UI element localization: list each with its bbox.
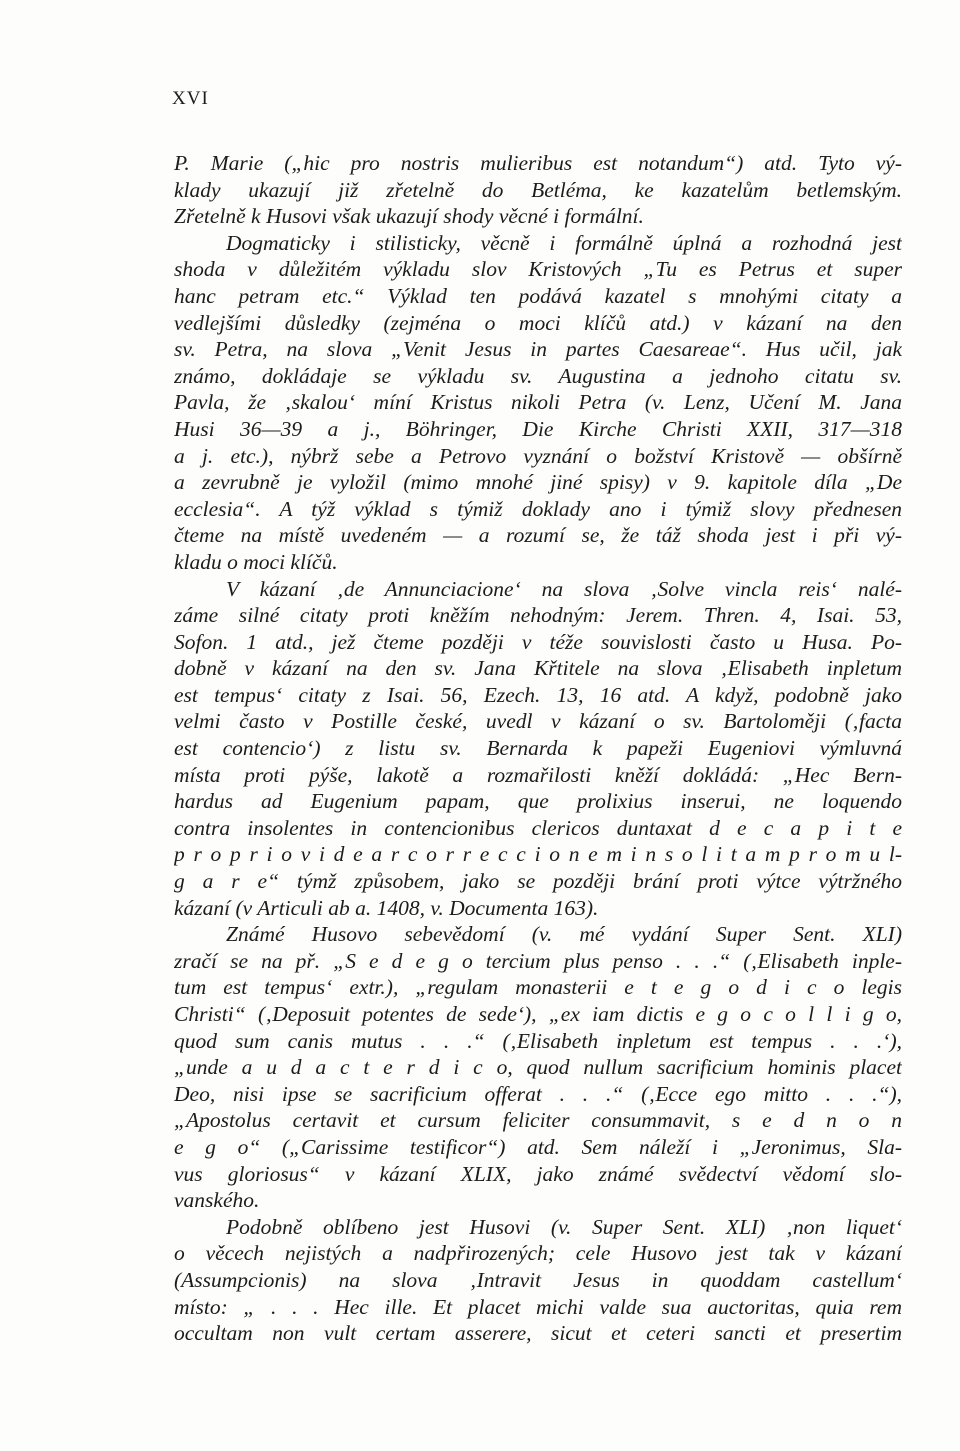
text-line: (Assumpcionis) na slova ‚Intravit Jesus in quoddam castellum‘ [174, 1267, 902, 1292]
text-line: quod sum canis mutus . . .“ (‚Elisabeth inpletum est tempus . . .‘), [174, 1028, 902, 1053]
text-line: místa proti pýše, lakotě a rozmařilosti kněží dokládá: „Hec Bern- [174, 762, 902, 787]
text-line: Zřetelně k Husovi však ukazují shody věcné i formální. [174, 204, 644, 229]
text-line: ecclesia“. A týž výklad s týmiž doklady ano i týmiž slovy přednesen [174, 496, 902, 521]
text-line: est tempus‘ citaty z Isai. 56, Ezech. 13, 16 atd. A když, podobně jako [174, 682, 902, 707]
text-line: čteme na místě uvedeném — a rozumí se, že táž shoda jest i při vý- [174, 523, 902, 548]
text-line: vedlejšími důsledky (zejména o moci klíčů atd.) v kázaní na den [174, 310, 902, 335]
text-line: známo, dokládaje se výkladu sv. Augustina a jednoho citatu sv. [174, 363, 902, 388]
text-line: dobně v kázaní na den sv. Jana Křtitele na slova ‚Elisabeth inpletum [174, 656, 902, 681]
text-line: místo: „ . . . Hec ille. Et placet michi valde sua auctoritas, quia rem [174, 1294, 902, 1319]
text-line: Husi 36—39 a j., Böhringer, Die Kirche Christi XXII, 317—318 [174, 416, 902, 441]
text-line: o věcech nejistých a nadpřirozených; cele Husovo jest tak v kázaní [174, 1241, 902, 1266]
text-line: est contencio‘) z listu sv. Bernarda k papeži Eugeniovi výmluvná [174, 736, 902, 761]
page-number: XVI [172, 88, 209, 109]
text-line: V kázaní ‚de Annunciacione‘ na slova ‚Solve vincla reis‘ nalé- [226, 576, 902, 601]
text-line: occultam non vult certam asserere, sicut et ceteri sancti et presertim [174, 1321, 902, 1346]
text-line: „Apostolus certavit et cursum feliciter consummavit, s e d n o n [174, 1108, 902, 1133]
text-line: velmi často v Postille české, uvedl v kázaní o sv. Bartoloměji (‚facta [174, 709, 902, 734]
text-line: sv. Petra, na slova „Venit Jesus in partes Caesareae“. Hus učil, jak [174, 337, 902, 362]
text-line: vanského. [174, 1188, 260, 1213]
text-line: zračí se na př. „S e d e g o tercium plus penso . . .“ (‚Elisabeth inple- [174, 948, 902, 973]
text-line: g a r e“ týmž způsobem, jako se později brání proti výtce výtržného [174, 869, 902, 894]
text-line: contra insolentes in contencionibus clericos duntaxat d e c a p i t e [174, 815, 902, 840]
text-line: shoda v důležitém výkladu slov Kristových „Tu es Petrus et super [174, 257, 902, 282]
text-line: tum est tempus‘ extr.), „regulam monasterii e t e g o d i c o legis [174, 975, 902, 1000]
text-line: a zevrubně je vyložil (mimo mnohé jiné spisy) v 9. kapitole díla „De [174, 470, 902, 495]
text-line: p r o p r i o v i d e a r c o r r e c c i o n e m i n s o l i t a m p r o m u l- [174, 842, 902, 867]
text-line: hanc petram etc.“ Výklad ten podává kazatel s mnohými citaty a [174, 283, 902, 308]
text-line: kázaní (v Articuli ab a. 1408, v. Documenta 163). [174, 895, 599, 920]
text-line: Sofon. 1 atd., jež čteme později v téže souvislosti často u Husa. Po- [174, 629, 902, 654]
body-text [174, 150, 902, 1347]
text-line: kladu o moci klíčů. [174, 549, 338, 574]
text-line: a j. etc.), nýbrž sebe a Petrovo vyznání o božství Kristově — obšírně [174, 443, 902, 468]
text-line: Podobně oblíbeno jest Husovi (v. Super Sent. XLI) ‚non liquet‘ [226, 1214, 902, 1239]
text-line: Známé Husovo sebevědomí (v. mé vydání Super Sent. XLI) [226, 922, 902, 947]
text-line: Dogmaticky i stilisticky, věcně i formálně úplná a rozhodná jest [226, 230, 902, 255]
text-line: Deo, nisi ipse se sacrificium offerat . . .“ (‚Ecce ego mitto . . .“), [174, 1081, 902, 1106]
text-line: e g o“ („Carissime testificor“) atd. Sem náleží i „Jeronimus, Sla- [174, 1134, 902, 1159]
text-line: Christi“ (‚Deposuit potentes de sede‘), „ex iam dictis e g o c o l l i g o, [174, 1002, 902, 1026]
text-line: hardus ad Eugenium papam, que prolixius inserui, ne loquendo [174, 789, 902, 814]
text-line: vus gloriosus“ v kázaní XLIX, jako známé svědectví vědomí slo- [174, 1161, 902, 1186]
text-line: P. Marie („hic pro nostris mulieribus est notandum“) atd. Tyto vý- [174, 151, 902, 175]
text-line: „unde a u d a c t e r d i c o, quod nullum sacrificium hominis placet [174, 1055, 902, 1080]
text-line: záme silné citaty proti kněžím nehodným: Jerem. Thren. 4, Isai. 53, [174, 603, 902, 628]
text-line: Pavla, že ‚skalou‘ míní Kristus nikoli Petra (v. Lenz, Učení M. Jana [174, 390, 902, 415]
text-line: klady ukazují již zřetelně do Betléma, ke kazatelům betlemským. [174, 177, 902, 202]
